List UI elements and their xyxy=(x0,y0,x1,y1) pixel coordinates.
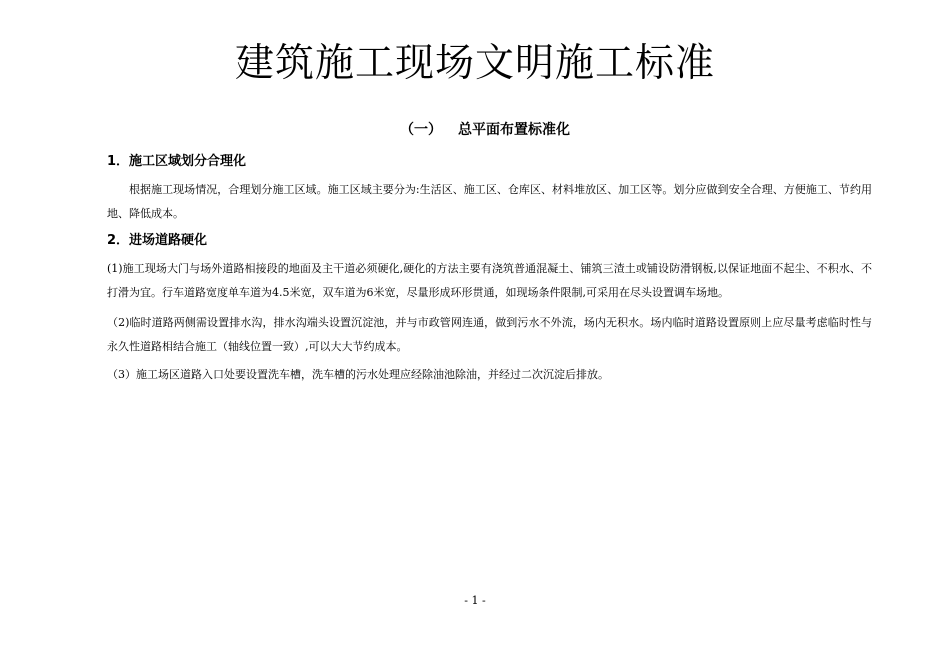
section-heading xyxy=(400,120,570,140)
paragraph-road-hardening-3: （3）施工场区道路入口处要设置洗车槽，洗车槽的污水处理应经除油池除油，并经过二次沉淀后排放。 xyxy=(107,368,609,381)
section-number: （一） xyxy=(400,122,442,138)
document-title: 建筑施工现场文明施工标准 xyxy=(234,41,715,86)
page-number: - 1 - xyxy=(464,594,486,607)
paragraph-area-division: 根据施工现场情况，合理划分施工区域。施工区域主要分为:生活区、施工区、仓库区、材料堆放区、加工区等。划分应做到安全合理、方便施工、节约用地、降低成本。 xyxy=(107,183,872,220)
paragraph-road-hardening-1: (1)施工现场大门与场外道路相接段的地面及主干道必须硬化,硬化的方法主要有浇筑普通混凝土、铺筑三渣土或铺设防滑钢板,以保证地面不起尘、不积水、不打滑为宜。行车道路宽度单车道为4.5米宽，双车道为6米宽，尽量形成环形贯通，如现场条件限制,可采用在尽头设置调车场地。 xyxy=(107,262,872,299)
section-title: 总平面布置标准化 xyxy=(458,122,570,138)
subsection-heading-2: 2．进场道路硬化 xyxy=(107,233,208,248)
paragraph-road-hardening-2: （2)临时道路两侧需设置排水沟，排水沟端头设置沉淀池，并与市政管网连通，做到污水不外流，场内无积水。场内临时道路设置原则上应尽量考虑临时性与永久性道路相结合施工（轴线位置一致）,可以大大节约成本。 xyxy=(107,316,872,353)
subsection-heading-1: 1．施工区域划分合理化 xyxy=(107,154,247,169)
